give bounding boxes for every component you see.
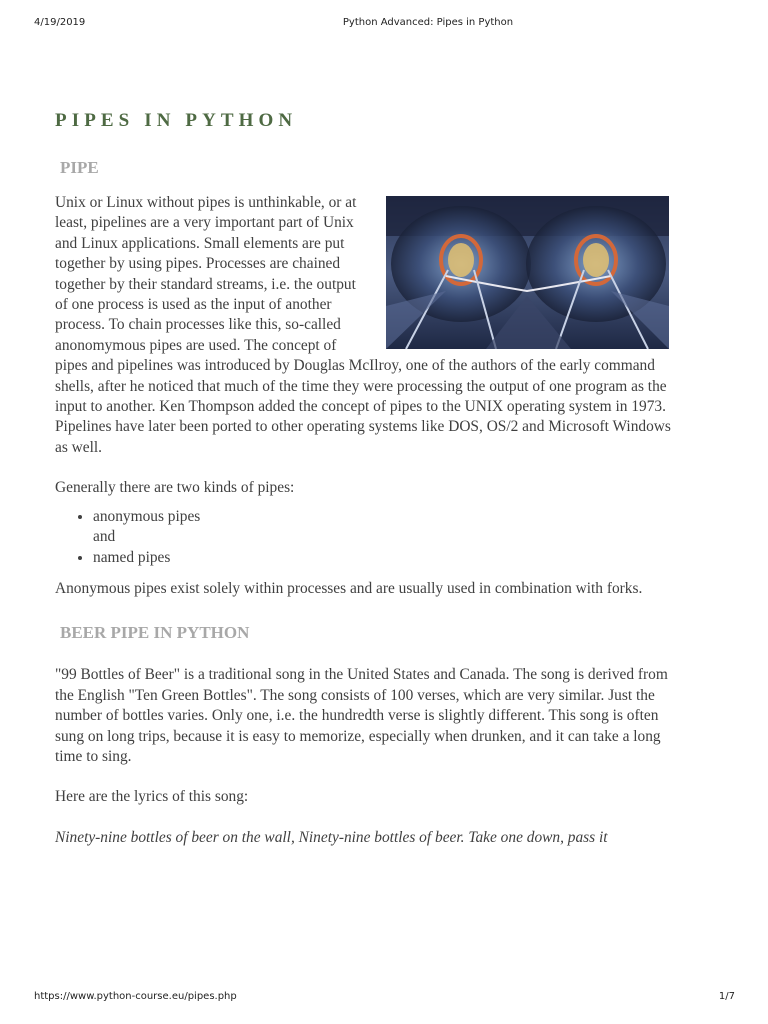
print-header — [0, 17, 768, 31]
page-title: PIPES IN PYTHON — [55, 110, 298, 131]
print-footer — [0, 991, 768, 1005]
list-item-label: anonymous pipes — [93, 507, 201, 525]
lyrics-start: Ninety-nine bottles of beer on the wall, Ninety-nine bottles of beer. Take one down, pass it — [55, 828, 608, 846]
anonymous-pipes-text: Anonymous pipes exist solely within processes and are usually used in combination with forks. — [55, 579, 643, 597]
pipe-kinds-list — [55, 507, 685, 568]
kinds-intro: Generally there are two kinds of pipes: — [55, 479, 295, 497]
beer-text: "99 Bottles of Beer" is a traditional song in the United States and Canada. The song is derived from the English "Ten Green Bottles". The song consists of 100 verses, which are very similar. Just the number of bottles varies. Only one, i.e. the hundredth verse is slightly different. This song is often sung on long trips, because it is easy to memorize, especially when drunken, and it can take a long time to sing. — [55, 666, 668, 765]
list-item — [93, 507, 685, 548]
print-date: 4/19/2019 — [34, 17, 86, 28]
article — [55, 108, 685, 848]
list-item-label: named pipes — [93, 548, 171, 566]
pipe-intro — [55, 193, 685, 458]
pipe-tunnel-image — [386, 196, 669, 349]
print-title: Python Advanced: Pipes in Python — [342, 17, 514, 28]
section-heading-beer: BEER PIPE IN PYTHON — [60, 623, 250, 643]
print-page-number: 1/7 — [718, 991, 735, 1002]
pipe-intro-text: Unix or Linux without pipes is unthinkable, or at least, pipelines are a very important part of Unix and Linux applications. Small elements are put together by using pipes. Processes are chained together by their standard streams, i.e. the output of one process is used as the input of another process. To chain processes like this, so-called anonomymous pipes are used. The concept of pipes and pipelines was introduced by Douglas McIlroy, one of the authors of the early command shells, after he noticed that much of the time they were processing the output of one program as the input to another. Ken Thompson added the concept of pipes to the UNIX operating system in 1973. Pipelines have later been ported to other operating systems like DOS, OS/2 and Microsoft Windows as well. — [55, 194, 671, 456]
lyrics-intro: Here are the lyrics of this song: — [55, 788, 249, 806]
list-item — [93, 548, 685, 568]
list-item-connector: and — [93, 528, 116, 546]
section-heading-pipe: PIPE — [60, 158, 99, 177]
print-url: https://www.python-course.eu/pipes.php — [34, 991, 237, 1002]
